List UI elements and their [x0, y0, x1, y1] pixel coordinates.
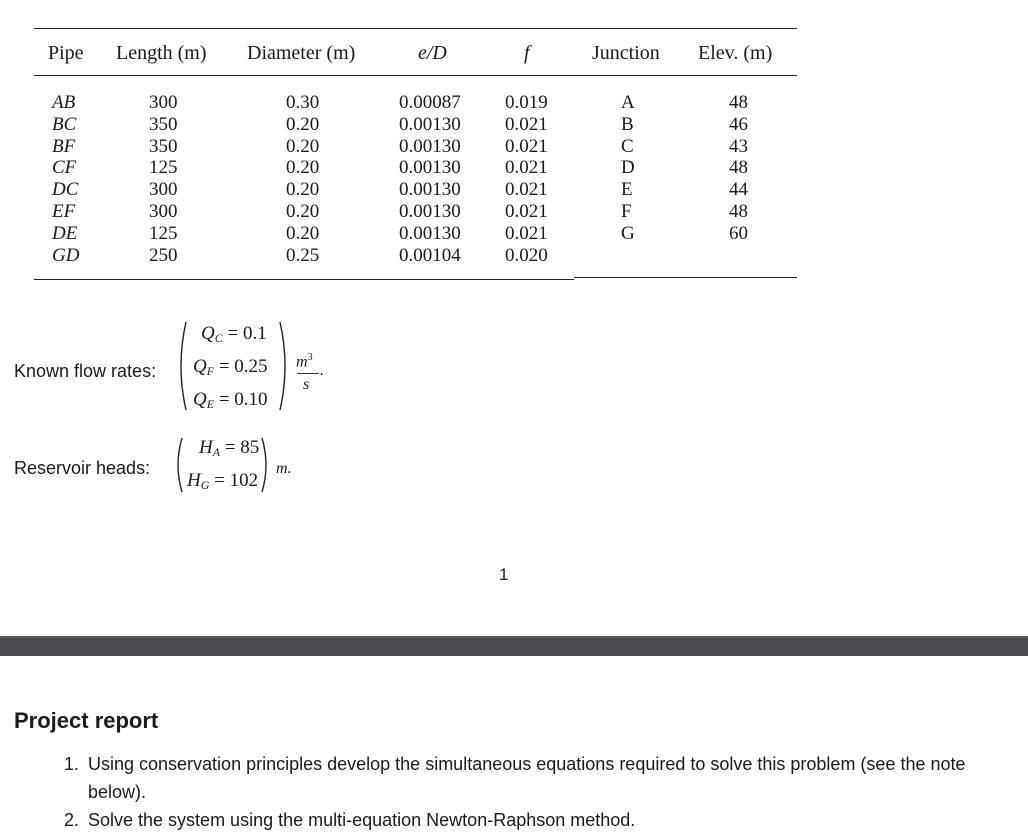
pipe-length: 350	[149, 135, 178, 157]
length-column	[149, 92, 178, 266]
header-f: f	[524, 42, 530, 64]
flow-subscript: C	[214, 331, 223, 345]
pipe-diameter: 0.30	[286, 92, 320, 113]
header-length: Length (m)	[116, 42, 207, 64]
header-ed: e/D	[418, 42, 447, 64]
pipe-f: 0.021	[505, 200, 548, 222]
pipe-name: DE	[52, 222, 78, 244]
pipe-f: 0.021	[505, 113, 548, 135]
pipe-name: CF	[52, 157, 77, 179]
diameter-column	[286, 92, 319, 266]
flow-subscript: E	[206, 397, 215, 411]
table-header-rule	[34, 75, 797, 76]
flow-qf: $Q_F = 0.25$	[193, 356, 268, 378]
pipe-length: 350	[149, 113, 178, 135]
f-column	[505, 92, 548, 266]
flow-subscript: F	[206, 364, 215, 378]
head-value: 85	[240, 437, 260, 458]
head-ha: $H_A = 85$	[199, 437, 260, 459]
flow-unit-m: m	[296, 353, 308, 371]
pipe-diameter: 0.20	[286, 179, 320, 201]
table-bottom-rule-left	[34, 279, 574, 280]
head-value: 102	[229, 470, 259, 491]
list-item-number: 2.	[64, 810, 80, 830]
pipe-name: DC	[52, 179, 79, 201]
junction-name: E	[621, 179, 633, 201]
junction-elev: 60	[729, 222, 748, 244]
pipe-ed: 0.00087	[399, 92, 461, 113]
pipe-f: 0.021	[505, 157, 548, 179]
pipe-diameter: 0.20	[286, 113, 320, 135]
heads-left-paren	[172, 436, 184, 494]
junction-name: B	[621, 113, 634, 135]
flow-value: 0.25	[234, 356, 268, 377]
page-number: 1	[499, 565, 509, 584]
page-separator	[0, 636, 1028, 656]
junction-name: C	[621, 135, 634, 157]
head-subscript: G	[200, 478, 210, 492]
flow-rates-label: Known flow rates:	[14, 361, 157, 381]
pipe-length: 300	[149, 92, 178, 113]
pipe-diameter: 0.25	[286, 244, 320, 266]
report-list	[60, 750, 1010, 834]
pipe-f: 0.021	[505, 135, 548, 157]
junction-name: D	[621, 157, 635, 179]
flow-symbol: Q	[193, 389, 207, 410]
head-unit: m.	[276, 460, 292, 477]
pipe-name: EF	[52, 200, 76, 222]
pipe-name: GD	[52, 244, 80, 266]
junction-elev: 48	[729, 157, 748, 179]
heads-right-paren	[260, 436, 272, 494]
flow-unit-fraction-bar	[297, 373, 319, 374]
head-symbol: H	[187, 470, 201, 491]
flow-symbol: Q	[193, 356, 207, 377]
flow-value: 0.1	[242, 323, 267, 344]
table-top-rule	[34, 28, 797, 29]
pipe-f: 0.021	[505, 179, 548, 201]
flow-left-paren	[174, 320, 188, 412]
pipe-ed: 0.00104	[399, 244, 461, 266]
junction-name: G	[621, 222, 635, 244]
pipe-f: 0.020	[505, 244, 548, 266]
flow-symbol: Q	[201, 323, 215, 344]
flow-unit-numerator	[296, 352, 313, 371]
pipe-name: BC	[52, 113, 77, 135]
report-title: Project report	[14, 708, 159, 733]
report-section	[0, 656, 1028, 832]
flow-value: 0.10	[234, 389, 268, 410]
pipe-name: AB	[52, 92, 76, 113]
junction-elev: 48	[729, 200, 748, 222]
header-pipe: Pipe	[48, 42, 84, 64]
pipe-length: 300	[149, 179, 178, 201]
header-diameter: Diameter (m)	[247, 42, 356, 64]
reservoir-heads-label: Reservoir heads:	[14, 458, 151, 478]
header-junction: Junction	[592, 42, 660, 64]
junction-elev: 46	[729, 113, 748, 135]
junction-column	[621, 92, 635, 245]
list-item	[60, 750, 1010, 806]
pipe-ed: 0.00130	[399, 113, 461, 135]
table-bottom-rule-right	[574, 277, 797, 278]
list-item-text: Solve the system using the multi-equation Newton-Raphson method.	[88, 810, 636, 830]
flow-unit-period: .	[320, 362, 324, 379]
pipe-length: 125	[149, 157, 178, 179]
head-subscript: A	[212, 445, 221, 459]
junction-elev: 44	[729, 179, 748, 201]
pipe-length: 125	[149, 222, 178, 244]
junction-name: F	[621, 200, 632, 222]
pipe-diameter: 0.20	[286, 222, 320, 244]
pipe-ed: 0.00130	[399, 157, 461, 179]
list-item-number: 1.	[64, 754, 80, 774]
flow-right-paren	[278, 320, 292, 412]
list-item-text: Using conservation principles develop the simultaneous equations required to solve this problem (see the note below).	[88, 754, 966, 802]
pipe-f: 0.019	[505, 92, 548, 113]
pipe-ed: 0.00130	[399, 135, 461, 157]
flow-unit-denominator: s	[303, 376, 310, 393]
junction-name: A	[621, 92, 635, 113]
pipe-length: 300	[149, 200, 178, 222]
pipe-diameter: 0.20	[286, 200, 320, 222]
junction-elev: 48	[729, 92, 748, 113]
pipe-column	[52, 92, 79, 266]
pipe-diameter: 0.20	[286, 157, 320, 179]
pipe-diameter: 0.20	[286, 135, 320, 157]
header-elev: Elev. (m)	[698, 42, 773, 64]
flow-unit-exponent: 3	[307, 352, 313, 363]
ed-column	[399, 92, 461, 266]
flow-qe: $Q_E = 0.10$	[193, 389, 268, 411]
pipe-name: BF	[52, 135, 76, 157]
junction-elev: 43	[729, 135, 748, 157]
pipe-ed: 0.00130	[399, 222, 461, 244]
head-hg: $H_G = 102$	[187, 470, 259, 492]
pipe-f: 0.021	[505, 222, 548, 244]
pipe-length: 250	[149, 244, 178, 266]
elev-column	[729, 92, 748, 245]
pipe-ed: 0.00130	[399, 179, 461, 201]
flow-qc: $Q_C = 0.1$	[201, 323, 267, 345]
head-symbol: H	[199, 437, 213, 458]
list-item	[60, 806, 1010, 834]
pipe-ed: 0.00130	[399, 200, 461, 222]
